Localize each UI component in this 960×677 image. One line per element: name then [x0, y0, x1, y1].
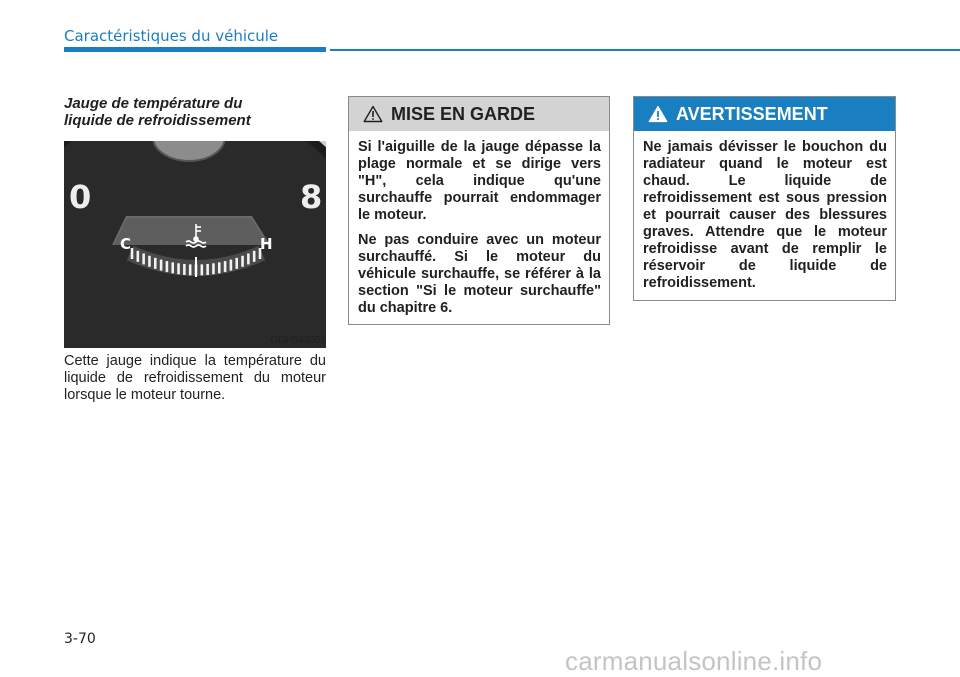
- caution-box: [348, 96, 610, 325]
- watermark-text: carmanualsonline.info: [565, 646, 823, 676]
- warning-triangle-outline-icon: [363, 105, 383, 123]
- section-title-line1: Jauge de température du: [64, 95, 243, 112]
- gauge-digit-right: 8: [300, 178, 323, 216]
- caution-title: MISE EN GARDE: [391, 103, 536, 124]
- coolant-gauge-illustration: [64, 141, 326, 348]
- gauge-hot-label: H: [260, 235, 273, 253]
- section-title: [64, 95, 326, 129]
- page-number: 3-70: [64, 631, 96, 647]
- caution-paragraph-2: Ne pas conduire avec un moteur surchauffé. Si le moteur du véhicule surchauffe, se référer à la section "Si le moteur surchauffe" du chapitre 6.: [358, 232, 601, 316]
- section-header-title: Caractéristiques du véhicule: [64, 27, 279, 45]
- warning-title: AVERTISSEMENT: [676, 103, 828, 124]
- header-rule-thin: [330, 49, 960, 51]
- warning-paragraph-1: Ne jamais dévisser le bouchon du radiateur quand le moteur est chaud. Le liquide de refroidissement est sous pression et pourrait causer des blessures graves. Attendre que le moteur refroidisse avant de remplir le réservoir de liquide de refroidissement.: [643, 139, 887, 291]
- header-rule-thick: [64, 47, 326, 52]
- caution-paragraph-1: Si l'aiguille de la jauge dépasse la plage normale et se dirige vers "H", cela indique qu'une surchauffe pourrait endommager le moteur.: [358, 139, 601, 223]
- gauge-cold-label: C: [120, 235, 132, 253]
- section-title-line2: liquide de refroidissement: [64, 112, 251, 129]
- warning-box: [633, 96, 896, 301]
- gauge-digit-left: 0: [69, 178, 92, 216]
- warning-triangle-filled-icon: [648, 105, 668, 123]
- coolant-gauge-figure: [64, 141, 326, 348]
- gauge-description: Cette jauge indique la température du liquide de refroidissement du moteur lorsque le moteur tourne.: [64, 353, 326, 403]
- warning-header: [634, 97, 895, 131]
- caution-header: [349, 97, 609, 131]
- caution-body: [349, 131, 609, 317]
- warning-body: [634, 131, 895, 292]
- figure-code: ODH043056: [270, 335, 326, 346]
